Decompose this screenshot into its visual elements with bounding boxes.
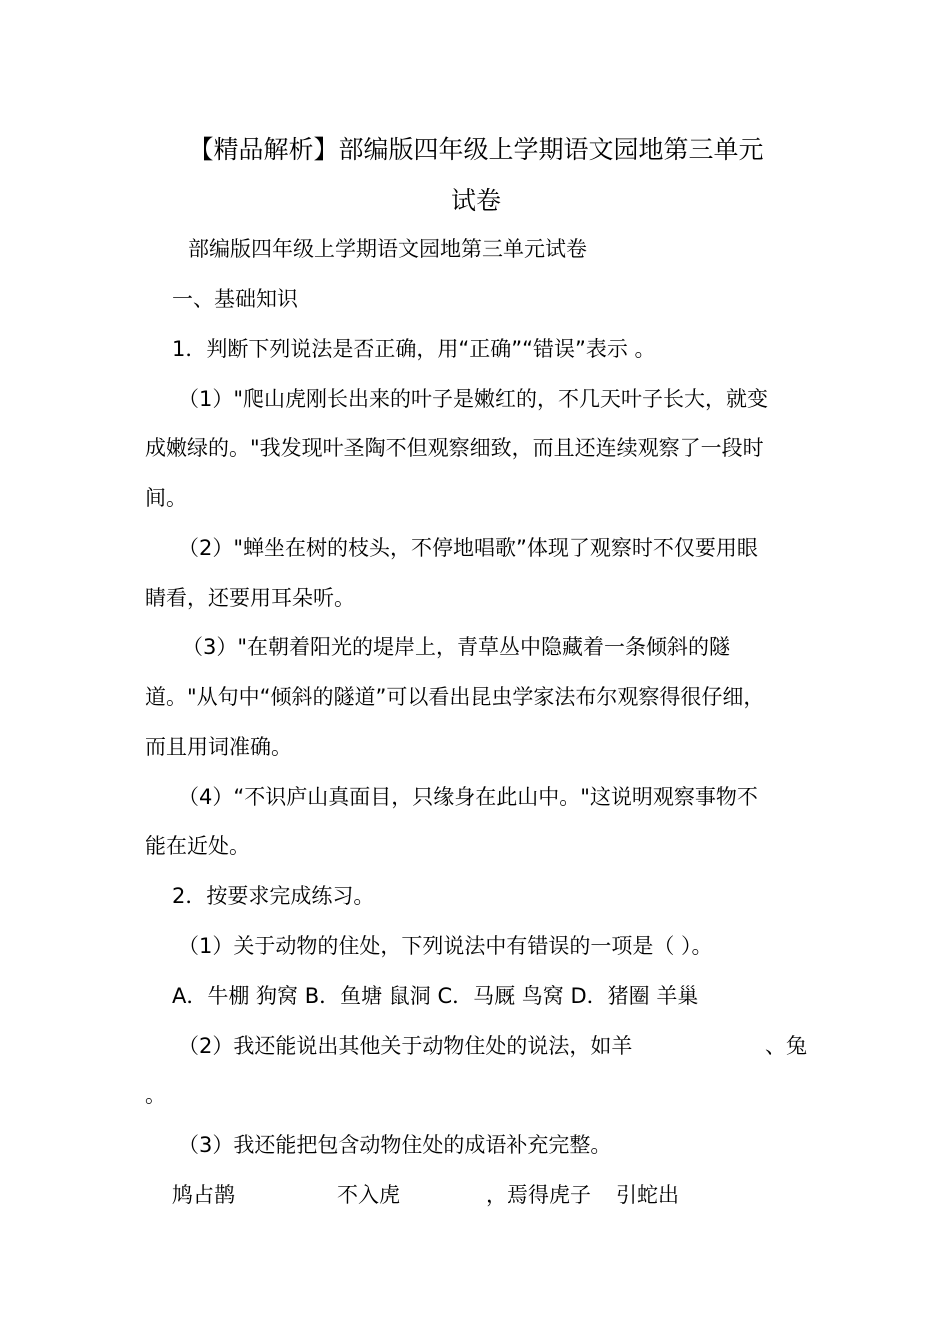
question-1-item-2-line-1: （2）"蝉坐在树的枝头，不停地唱歌”体现了观察时不仅要用眼	[178, 536, 758, 560]
question-1-item-1-line-2: 成嫩绿的。"我发现叶圣陶不但观察细致，而且还连续观察了一段时	[145, 436, 764, 460]
question-1-stem: 1．判断下列说法是否正确，用“正确”“错误”表示 。	[172, 337, 656, 361]
question-2-sub-2-end: 。	[145, 1083, 166, 1107]
document-title-line1: 【精品解析】部编版四年级上学期语文园地第三单元	[188, 135, 764, 164]
idiom-blank-4: 引蛇出	[616, 1183, 679, 1207]
question-1-item-3-line-2: 道。"从句中“倾斜的隧道”可以看出昆虫学家法布尔观察得很仔细，	[145, 685, 765, 709]
question-1-item-1-line-1: （1）"爬山虎刚长出来的叶子是嫩红的，不几天叶子长大，就变	[178, 387, 769, 411]
idiom-blank-1: 鸠占鹊	[172, 1183, 235, 1207]
idiom-blank-3: ，焉得虎子	[486, 1183, 591, 1207]
question-1-item-4-line-2: 能在近处。	[145, 834, 250, 858]
question-1-item-2-line-2: 睛看，还要用耳朵听。	[145, 586, 355, 610]
idiom-blank-2: 不入虎	[337, 1183, 400, 1207]
question-2-sub-2-right: 、兔	[765, 1034, 807, 1058]
section-heading-basics: 一、基础知识	[172, 287, 298, 311]
question-2-sub-3: （3）我还能把包含动物住处的成语补充完整。	[178, 1133, 612, 1157]
document-title-line2: 试卷	[450, 186, 501, 215]
question-1-item-3-line-1: （3）"在朝着阳光的堤岸上，青草丛中隐藏着一条倾斜的隧	[182, 635, 731, 659]
question-1-item-1-line-3: 间。	[145, 486, 187, 510]
question-2-stem: 2．按要求完成练习。	[172, 884, 375, 908]
question-2-options: A．牛棚 狗窝 B．鱼塘 鼠洞 C．马厩 鸟窝 D．猪圈 羊巢	[172, 984, 699, 1008]
question-2-sub-2-left: （2）我还能说出其他关于动物住处的说法，如羊	[178, 1034, 633, 1058]
question-2-sub-2-line	[145, 1036, 807, 1057]
question-2-sub-1: （1）关于动物的住处，下列说法中有错误的一项是（ ）。	[178, 934, 713, 958]
document-subtitle: 部编版四年级上学期语文园地第三单元试卷	[188, 237, 587, 261]
question-1-item-4-line-1: （4）“不识庐山真面目，只缘身在此山中。"这说明观察事物不	[178, 785, 758, 809]
question-1-item-3-line-3: 而且用词准确。	[145, 735, 292, 759]
